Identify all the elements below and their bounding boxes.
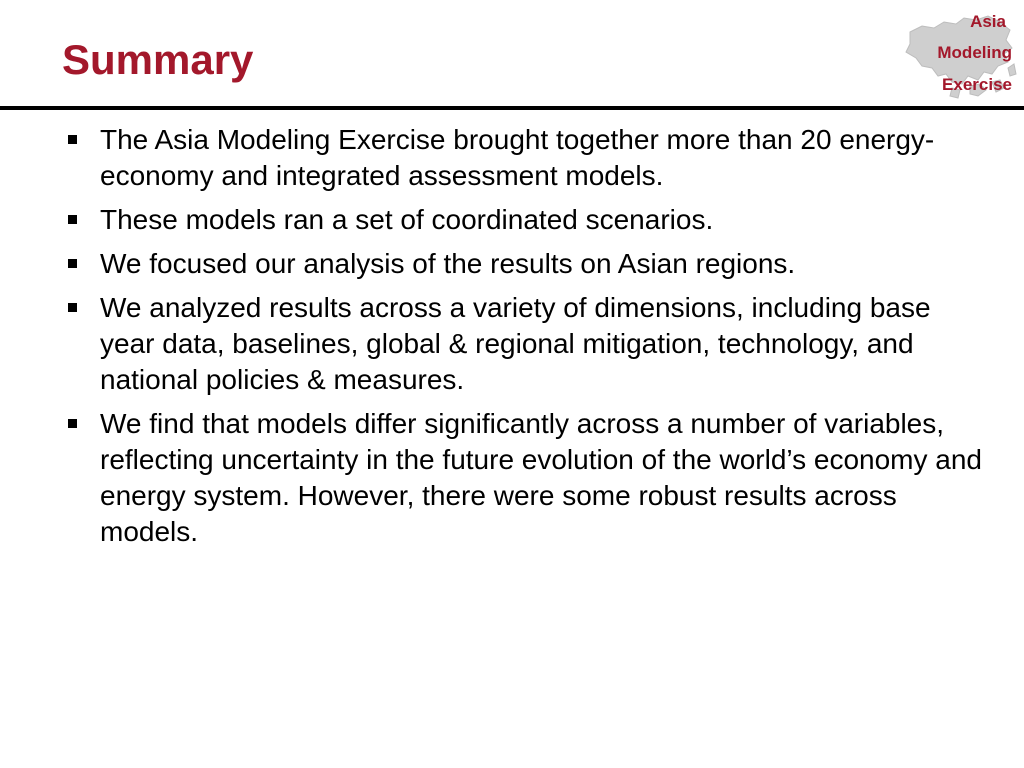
- square-bullet-icon: [68, 419, 77, 428]
- square-bullet-icon: [68, 303, 77, 312]
- bullet-item: [62, 246, 982, 282]
- bullet-list: [62, 122, 982, 558]
- slide-title: Summary: [62, 36, 254, 83]
- bullet-text: These models ran a set of coordinated scenarios.: [100, 204, 714, 235]
- square-bullet-icon: [68, 259, 77, 268]
- bullet-item: [62, 290, 982, 398]
- title-divider: [0, 106, 1024, 110]
- bullet-text: We find that models differ significantly across a number of variables, reflecting uncertainty in the future evolution of the world’s economy and energy system. However, there were some robust results across models.: [100, 408, 982, 547]
- bullet-text: We analyzed results across a variety of dimensions, including base year data, baselines, global & regional mitigation, technology, and national policies & measures.: [100, 292, 931, 395]
- logo-text-modeling: Modeling: [937, 43, 1012, 62]
- square-bullet-icon: [68, 135, 77, 144]
- bullet-item: [62, 202, 982, 238]
- logo-text-exercise: Exercise: [942, 75, 1012, 94]
- asia-modeling-exercise-logo: [892, 2, 1020, 102]
- bullet-text: The Asia Modeling Exercise brought together more than 20 energy-economy and integrated assessment models.: [100, 124, 935, 191]
- logo-text-asia: Asia: [970, 12, 1006, 31]
- square-bullet-icon: [68, 215, 77, 224]
- bullet-item: [62, 406, 982, 550]
- bullet-text: We focused our analysis of the results on Asian regions.: [100, 248, 796, 279]
- bullet-item: [62, 122, 982, 194]
